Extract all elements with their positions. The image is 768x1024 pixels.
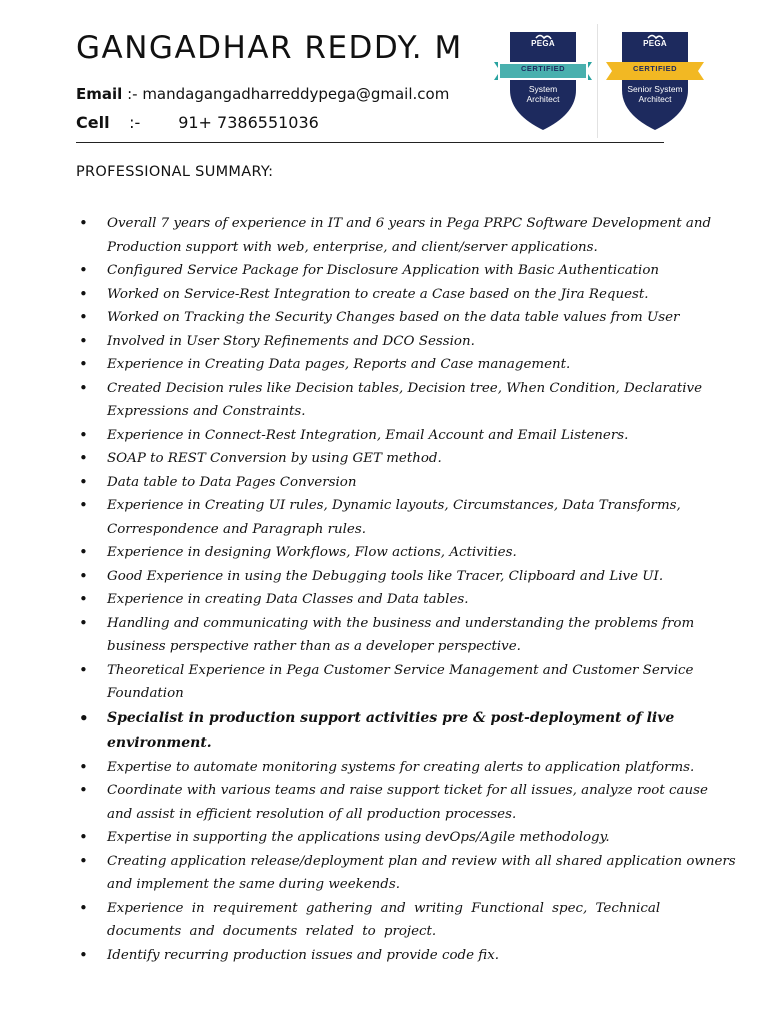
badge-title-line: Architect (638, 94, 672, 104)
summary-item: • Experience in Connect-Rest Integration, Email Account and Email Listeners. (76, 424, 736, 448)
cell-separator: :- (129, 113, 141, 132)
badge-ribbon-text: CERTIFIED (520, 64, 566, 73)
email-label: Email (76, 85, 123, 103)
email-line (76, 85, 449, 103)
badge-brand: PEGA (531, 39, 555, 48)
badge-title (602, 84, 708, 104)
header-divider (76, 142, 664, 143)
cell-line (76, 113, 319, 132)
badge-brand: PEGA (643, 39, 667, 48)
summary-item: • Expertise in supporting the applications using devOps/Agile methodology. (76, 826, 736, 850)
summary-item: • Configured Service Package for Disclosure Application with Basic Authentication (76, 259, 736, 283)
summary-item: • Handling and communicating with the business and understanding the problems from business perspective rather than as a developer perspective. (76, 612, 736, 659)
summary-item: • SOAP to REST Conversion by using GET method. (76, 447, 736, 471)
summary-item: • Data table to Data Pages Conversion (76, 471, 736, 495)
summary-item: • Theoretical Experience in Pega Customer Service Management and Customer Service Foundation (76, 659, 736, 706)
summary-item: • Experience in designing Workflows, Flow actions, Activities. (76, 541, 736, 565)
badge-title-line: Architect (526, 94, 560, 104)
section-title-professional-summary: PROFESSIONAL SUMMARY: (76, 164, 274, 180)
summary-item: • Expertise to automate monitoring systems for creating alerts to application platforms. (76, 756, 736, 780)
badge-title-line: Senior System (627, 84, 683, 94)
badge-title (490, 84, 596, 104)
certification-badges (490, 22, 712, 140)
summary-item: • Experience in creating Data Classes and Data tables. (76, 588, 736, 612)
summary-item: • Worked on Service-Rest Integration to create a Case based on the Jira Request. (76, 283, 736, 307)
email-value: :- mandagangadharreddypega@gmail.com (127, 85, 450, 103)
badge-ribbon-text: CERTIFIED (632, 64, 678, 73)
summary-list (76, 212, 736, 967)
summary-item: • Experience in Creating Data pages, Reports and Case management. (76, 353, 736, 377)
resume-name: GANGADHAR REDDY. M (76, 30, 463, 66)
summary-item: • Identify recurring production issues and provide code fix. (76, 944, 736, 968)
summary-item: • Worked on Tracking the Security Changes based on the data table values from User (76, 306, 736, 330)
badge-divider (597, 24, 598, 138)
summary-item-highlight: • Specialist in production support activities pre & post-deployment of live environment. (76, 706, 736, 756)
summary-item: • Involved in User Story Refinements and DCO Session. (76, 330, 736, 354)
summary-item: • Overall 7 years of experience in IT and 6 years in Pega PRPC Software Development and Production support with web, enterprise, and client/server applications. (76, 212, 736, 259)
cell-label: Cell (76, 113, 110, 132)
cell-value: 91+ 7386551036 (178, 113, 319, 132)
summary-item: • Experience in requirement gathering and writing Functional spec, Technical documents and documents related to project. (76, 897, 736, 944)
summary-item: • Created Decision rules like Decision tables, Decision tree, When Condition, Declarative Expressions and Constraints. (76, 377, 736, 424)
badge-title-line: System (528, 84, 558, 94)
summary-item: • Good Experience in using the Debugging tools like Tracer, Clipboard and Live UI. (76, 565, 736, 589)
summary-item: • Creating application release/deployment plan and review with all shared application owners and implement the same during weekends. (76, 850, 736, 897)
summary-item: • Experience in Creating UI rules, Dynamic layouts, Circumstances, Data Transforms, Correspondence and Paragraph rules. (76, 494, 736, 541)
badge-system-architect (490, 22, 596, 138)
badge-senior-system-architect (602, 22, 708, 138)
summary-item: • Coordinate with various teams and raise support ticket for all issues, analyze root cause and assist in efficient resolution of all production processes. (76, 779, 736, 826)
